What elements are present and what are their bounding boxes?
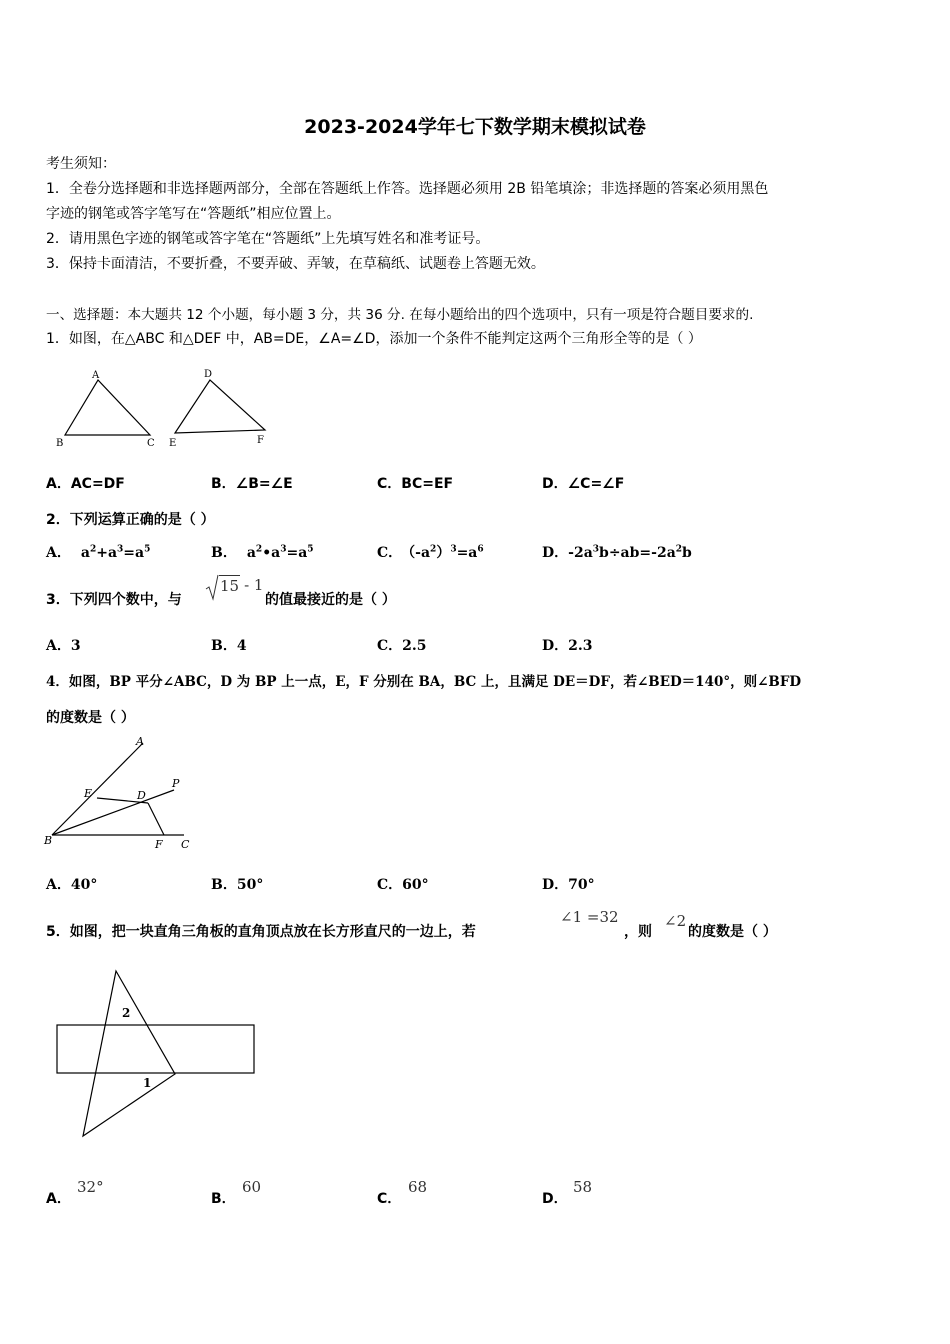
notice-item-1-line-2: 字迹的钢笔或答字笔写在“答题纸”相应位置上。 xyxy=(46,206,341,222)
angle-1-label: 1 xyxy=(143,1076,152,1090)
label-a: A xyxy=(136,735,144,748)
q5-option-b-label[interactable]: B． xyxy=(211,1191,236,1207)
q1-option-b[interactable]: B．∠B=∠E xyxy=(211,476,293,492)
triangle-def xyxy=(175,380,265,433)
label-c: C xyxy=(181,838,190,851)
q5-figure xyxy=(50,965,260,1140)
q2-stem: 2．下列运算正确的是（ ） xyxy=(46,512,215,528)
q4-stem-line-2: 的度数是（ ） xyxy=(46,710,135,726)
ray-ba xyxy=(52,743,143,835)
sqrt-icon xyxy=(205,573,219,601)
notice-item-3: 3．保持卡面清洁，不要折叠，不要弄破、弄皱，在草稿纸、试题卷上答题无效。 xyxy=(46,256,545,272)
q5-condition: ∠1 =32 xyxy=(560,908,619,926)
q5-option-c-value[interactable]: 68 xyxy=(408,1178,428,1196)
label-a: A xyxy=(92,370,100,381)
triangle-abc xyxy=(65,380,150,435)
notice-item-1-line-1: 1．全卷分选择题和非选择题两部分，全部在答题纸上作答。选择题必须用 2B 铅笔填涂；非选择题的答案必须用黑色 xyxy=(46,181,769,197)
q3-option-d[interactable]: D．2.3 xyxy=(542,638,593,654)
q4-option-b[interactable]: B．50° xyxy=(211,877,264,893)
label-b: B xyxy=(56,438,64,449)
q1-stem: 1．如图，在△ABC 和△DEF 中，AB=DE，∠A=∠D，添加一个条件不能判定这两个三角形全等的是（ ） xyxy=(46,331,702,347)
q5-option-b-value[interactable]: 60 xyxy=(242,1178,262,1196)
q5-option-d-label[interactable]: D． xyxy=(542,1191,568,1207)
label-c: C xyxy=(147,438,155,449)
q5-angle-2: ∠2 xyxy=(664,912,687,930)
notice-item-2: 2．请用黑色字迹的钢笔或答字笔在“答题纸”上先填写姓名和准考证号。 xyxy=(46,231,490,247)
q4-option-a[interactable]: A．40° xyxy=(46,877,98,893)
notice-heading: 考生须知： xyxy=(46,156,116,172)
q5-option-a-label[interactable]: A． xyxy=(46,1191,71,1207)
segment-df xyxy=(148,803,164,835)
q5-stem-suffix: 的度数是（ ） xyxy=(688,924,777,940)
q3-option-c[interactable]: C．2.5 xyxy=(377,638,427,654)
label-f: F xyxy=(155,838,163,851)
ruler-rectangle xyxy=(57,1025,254,1073)
label-b: B xyxy=(44,834,53,847)
angle-2-label: 2 xyxy=(122,1006,131,1020)
right-triangle xyxy=(83,971,175,1136)
q2-option-b[interactable]: B． $a^2•a^3=a^5$ xyxy=(211,544,314,561)
q1-option-d[interactable]: D．∠C=∠F xyxy=(542,476,625,492)
label-e: E xyxy=(84,787,93,800)
q1-figure xyxy=(50,365,280,455)
label-d: D xyxy=(204,369,213,380)
q3-stem-suffix: 的值最接近的是（ ） xyxy=(265,592,396,608)
q3-expression: 15 - 1 xyxy=(205,573,263,601)
label-p: P xyxy=(172,777,180,790)
q2-option-a[interactable]: A． $a^2+a^3=a^5$ xyxy=(46,544,151,561)
q4-figure xyxy=(40,735,200,855)
q3-option-b[interactable]: B．4 xyxy=(211,638,247,654)
q5-option-a-value[interactable]: 32° xyxy=(77,1178,104,1196)
q3-option-a[interactable]: A．3 xyxy=(46,638,81,654)
q5-option-c-label[interactable]: C． xyxy=(377,1191,402,1207)
q5-stem-prefix: 5．如图，把一块直角三角板的直角顶点放在长方形直尺的一边上，若 xyxy=(46,924,476,940)
label-f: F xyxy=(257,435,264,446)
q1-option-a[interactable]: A．AC=DF xyxy=(46,476,125,492)
q5-stem-middle: ，则 xyxy=(624,924,652,940)
label-d: D xyxy=(137,789,146,802)
q4-stem-line-1: 4．如图，BP 平分∠ABC，D 为 BP 上一点，E，F 分别在 BA，BC 上，且满足 DE＝DF，若∠BED＝140°，则∠BFD xyxy=(46,674,802,690)
q4-option-c[interactable]: C．60° xyxy=(377,877,429,893)
q3-stem-prefix: 3．下列四个数中，与 xyxy=(46,592,182,608)
section-heading: 一、选择题：本大题共 12 个小题，每小题 3 分，共 36 分. 在每小题给出的四个选项中，只有一项是符合题目要求的. xyxy=(46,307,754,323)
label-e: E xyxy=(169,438,177,449)
ray-bp xyxy=(52,790,174,835)
q2-option-d[interactable]: D．$-2a^3b\div ab=-2a^2b$ xyxy=(542,544,692,561)
page-title: 2023-2024学年七下数学期末模拟试卷 xyxy=(304,116,646,138)
q1-option-c[interactable]: C．BC=EF xyxy=(377,476,454,492)
q2-option-c[interactable]: C． $(-a^2)^3=a^6$ xyxy=(377,544,484,561)
q5-option-d-value[interactable]: 58 xyxy=(573,1178,593,1196)
q4-option-d[interactable]: D．70° xyxy=(542,877,595,893)
